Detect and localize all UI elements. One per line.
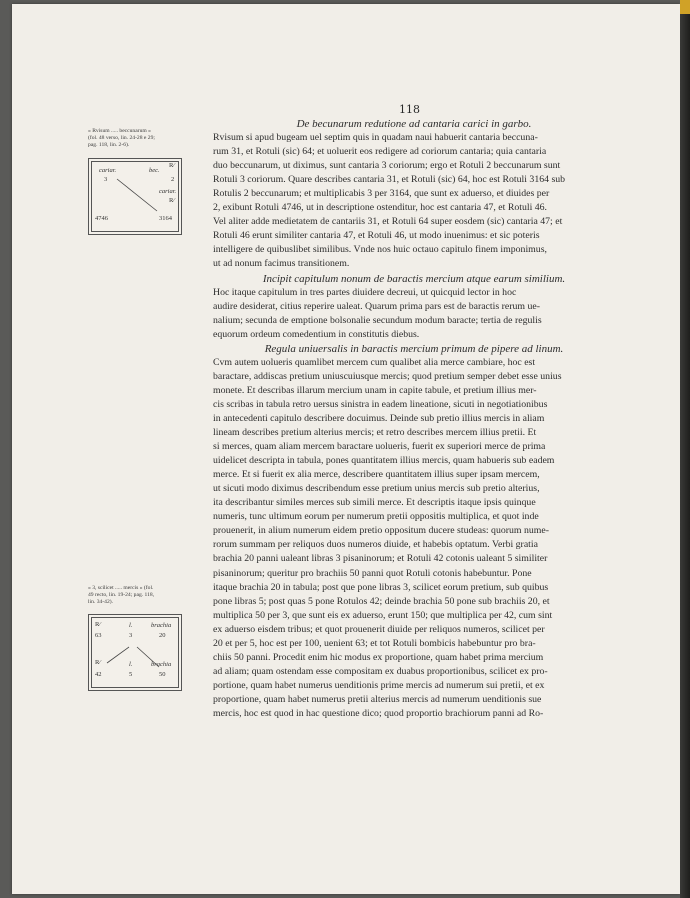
text-line: audire desiderat, citius reperire ualeat. Quarum prima pars est de baractis rerum ue- [213,300,540,312]
paragraph-3 [201,356,627,721]
text-line: 2, exibunt Rotuli 4746, ut in descriptione ostenditur, hoc est cantaria 47, et Rotuli 46. [213,202,548,214]
margin-note-line: « 3, scilicet ..... mercis » (fol. [88,585,154,591]
text-line: portione, quam habet numerus uenditionis prime mercis ad numerum sui pretii, et ex [213,679,545,691]
text-line: monete. Et describas illarum mercium unam in capite tabule, et pretium illius mer- [213,384,537,396]
text-line: merce. Et si fuerit ex alia merce, describere quantitatem illius super ipsam mercem, [213,469,540,481]
diagram-1-value: 3 [104,176,108,183]
margin-note-line: « Rvisum ..... beccunarum » [88,128,151,134]
diagram-2-label: brachia [151,622,172,629]
diagram-2-value: 3 [129,632,133,639]
diagram-2-label: R⁄ [95,659,101,666]
text-line: lineam describes pretium alterius mercis; et retro describes mercem illius pretii. Et [213,427,537,439]
page-edge [680,0,690,898]
text-line: Rotuli 3 coriorum. Quare describes cantaria 31, et Rotuli (sic) 64, hoc est Rotuli 3164 sub [213,174,566,186]
text-line: equorum ordeum comedentium in constitutis diebus. [213,328,420,340]
text-line: nalium; secunda de emptione bolsonalie secundum modum baracte; tertia de regulis [213,314,542,326]
text-line: baractare, addiscas pretium uniuscuiusque mercis; quod pretium semper debet esse unius [213,370,562,382]
diagram-2-value: 20 [159,632,166,639]
text-line: ita describantur similes merces sub simili merce. Et descriptis itaque ipsis quinque [213,497,536,509]
text-line: Vel aliter adde medietatem de cantariis 31, et Rotuli 64 super eosdem (sic) cantaria 47; et [213,216,563,228]
text-line: prouenerit, in alium numerum eidem pretio oppositum ducere studeas: quorum nume- [213,525,550,537]
diagram-2 [88,614,182,691]
text-line: ex aduerso eisdem tribus; et quot prouenerit diuide per reliquos numeros, scilicet per [213,623,545,635]
text-line: Rotulis 2 beccunarum; et multiplicabis 3 per 3164, que sunt ex aduerso, et diuides per [213,188,550,200]
text-line: numeris, tunc ultimum eorum per numerum pretii oppositis multiplica, et quot inde [213,511,539,523]
text-line: proportione, quam habet numerus pretii alterius mercis ad numerum uenditionis sue [213,693,542,705]
diagram-1-value: 3164 [159,215,172,222]
text-line: ut sicuti modo diximus describendum esse pretium unius mercis sub pretio alterius, [213,483,540,495]
diagram-2-label: brachia [151,661,172,668]
text-line: Cvm autem uolueris quamlibet mercem cum qualibet alia merce cambiare, hoc est [213,356,536,368]
diagram-1-value: 4746 [95,215,108,222]
section-heading: Incipit capitulum nonum de baractis mercium atque earum similium. [262,272,566,285]
margin-note-line: lin. 34-42). [88,599,114,605]
text-line: Hoc itaque capitulum in tres partes diuidere decreui, ut quicquid lector in hoc [213,286,517,298]
paragraph-1 [201,131,627,271]
diagram-1-label: cariar. [159,188,177,195]
margin-note-line: 49 recto, lin. 19-24; pag. 118, [88,592,155,598]
text-line: pisaninorum; queritur pro brachiis 50 panni quot Rotuli cotonis habebuntur. Pone [213,567,532,579]
section-heading: De becunarum redutione ad cantaria carici in garbo. [296,118,532,130]
text-line: uidelicet descripta in tabula, pones quantitatem illius mercis, quam habueris sub eadem [213,455,555,467]
text-line: rorum summam per reliquos duos numeros diuide, et habebis optatum. Verbi gratia [213,539,538,551]
diagram-2-label: l. [129,622,133,629]
margin-note-line: (fol. 48 verso, lin. 24-28 e 29; [88,135,155,141]
diagram-1 [88,158,182,235]
text-line: intelligere de quibuslibet similibus. Vnde nos huic octauo capitulo finem imponimus, [213,244,547,256]
text-line: itaque brachia 20 in tabula; post que pone libras 3, scilicet eorum pretium, sub quibus [213,581,549,593]
diagram-1-label: R⁄ [169,162,175,169]
bookmark-tab[interactable] [680,0,690,14]
diagram-1-label: cariar. [99,167,117,174]
diagram-2-value: 50 [159,671,166,678]
paragraph-2 [201,286,627,342]
text-line: pone libras 5; post quas 5 pone Rotulos 42; deinde brachia 50 pone sub brachiis 20, et [213,595,550,607]
text-line: 20 et per 5, hoc est per 100, uenient 63; et tot Rotuli bombicis habebuntur pro bra- [213,637,536,649]
margin-note-line: pag. 118, lin. 2-6). [88,142,130,148]
margin-note-1 [88,128,180,149]
text-line: in antecedenti capitulo describere docuimus. Deinde sub pretio illius mercis in aliam [213,412,545,424]
diagram-1-value: 2 [171,176,175,183]
diagram-1-label: bec. [149,167,160,174]
text-line: Rotuli 46 erunt similiter cantaria 47, et Rotuli 46, ut modo inuenimus: et sic poteris [213,230,540,242]
diagram-2-value: 42 [95,671,102,678]
diagram-2-label: R⁄ [95,621,101,628]
diagram-2-label: l. [129,661,133,668]
text-line: Rvisum si apud bugeam uel septim quis in quadam naui habuerit cantaria beccuna- [213,132,538,144]
text-line: duo beccunarum, ut diximus, sunt cantaria 3 coriorum; ergo et Rotuli 2 beccunarum sunt [213,160,561,172]
section-heading: Regula uniuersalis in baractis mercium primum de pipere ad linum. [264,342,564,355]
text-line: ad aliam; quam ostendam esse compositam ex duabus proportionibus, scilicet ex pro- [213,665,548,677]
margin-note-2 [88,585,180,606]
text-line: mercis, hoc est quod in hac questione dico; quod proportio brachiorum panni ad Ro- [213,707,544,719]
text-line: si merces, quam aliam mercem baractare uolueris, fuerit ex superiori merce de prima [213,441,546,453]
diagram-2-value: 63 [95,632,102,639]
text-line: multiplica 50 per 3, que sunt eis ex aduerso, erunt 150; que multiplica per 42, cum sint [213,609,553,621]
diagram-2-value: 5 [129,671,133,678]
text-line: cis scribas in tabula retro uersus sinistra in eadem lineatione, sicuti in negotiationibus [213,398,548,410]
diagram-1-label: R⁄ [169,197,175,204]
text-line: brachia 20 panni ualeant libras 3 pisaninorum; et Rotuli 42 cotonis ualeant 5 similiter [213,553,548,565]
text-line: rum 31, et Rotuli (sic) 64; et uoluerit eos redigere ad coriorum cantaria; quia cantaria [213,146,547,158]
text-line: ut ad nonum facimus transitionem. [213,258,350,270]
main-text [201,117,627,721]
page-number: 118 [399,103,420,116]
text-line: chiis 50 panni. Procedit enim hic modus ex proportione, quam habet prima mercium [213,651,544,663]
